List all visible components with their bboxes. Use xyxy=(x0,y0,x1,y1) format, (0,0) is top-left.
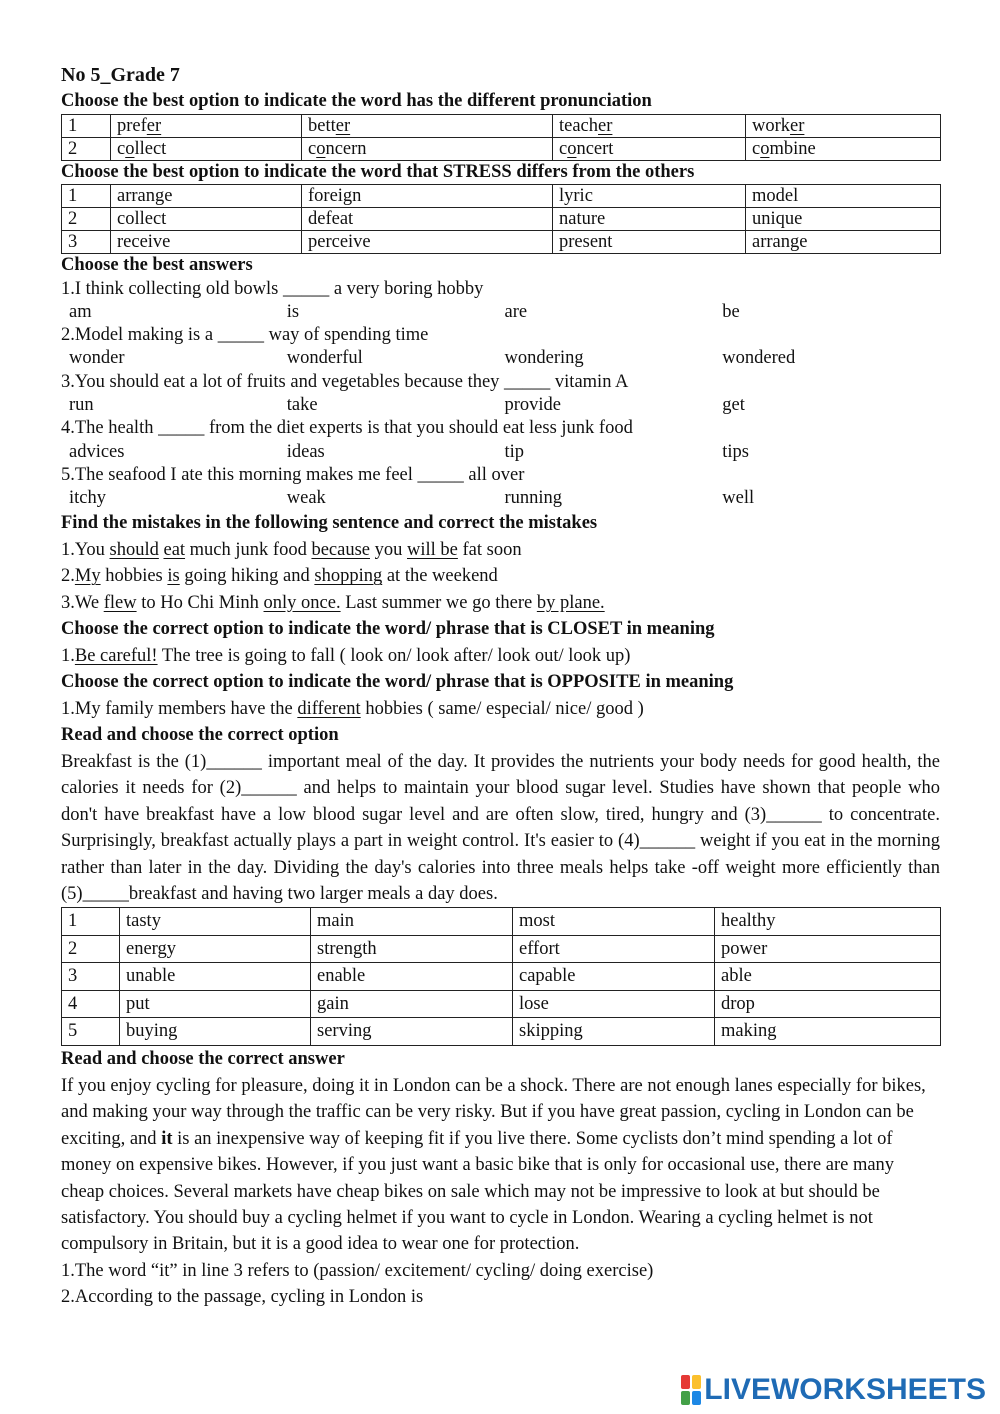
word-option: power xyxy=(715,935,941,963)
reading-question-2: 2.According to the passage, cycling in London is xyxy=(61,1287,424,1308)
cycling-passage: If you enjoy cycling for pleasure, doing it in London can be a shock. There are not enough lanes especially for bikes, and making your way through the traffic can be very risky. But if you have great passion, cycling in London can be exciting, and it is an inexpensive way of keeping fit if you live there. Some cyclists don’t mind spending a lot of money on expensive bikes. However, if you just want a basic bike that is only for occasional use, there are many cheap choices. Several markets have cheap bikes on sale which may not be impressive to look at but should be satisfactory. You should buy a cycling helmet if you want to cycle in London. Wearing a cycling helmet is not compulsory in Britain, but it is a good idea to wear one for protection. xyxy=(61,1075,926,1255)
logo-icon xyxy=(681,1375,701,1405)
word-option: arrange xyxy=(111,185,302,208)
answer-options xyxy=(61,487,940,510)
word-option: capable xyxy=(513,963,715,991)
word-option: arrange xyxy=(746,231,941,254)
word-option: lose xyxy=(513,990,715,1018)
word-option: serving xyxy=(311,1018,513,1046)
answer-option: wonder xyxy=(69,348,125,369)
word-option: collect xyxy=(111,208,302,231)
word-option: strength xyxy=(311,935,513,963)
answer-option: get xyxy=(722,394,745,415)
answer-option: ideas xyxy=(286,441,325,462)
table-row xyxy=(62,114,941,137)
answer-option: well xyxy=(722,488,755,509)
answer-option: running xyxy=(504,488,563,509)
table-row xyxy=(62,208,941,231)
question-text: 4.The health _____ from the diet experts is that you should eat less junk food xyxy=(61,418,633,439)
mistake-sentence-1: 1.You should eat much junk food because you will be fat soon xyxy=(61,539,522,560)
row-number: 4 xyxy=(62,990,120,1018)
answer-options xyxy=(61,347,940,370)
word-option: present xyxy=(553,231,746,254)
word-option: nature xyxy=(553,208,746,231)
word-option: collect xyxy=(111,137,302,160)
reading-option-heading: Read and choose the correct option xyxy=(61,725,339,746)
liveworksheets-logo xyxy=(681,1370,986,1410)
mistake-sentence-2: 2.My hobbies is going hiking and shopping at the weekend xyxy=(61,566,498,587)
word-option: model xyxy=(746,185,941,208)
answer-option: provide xyxy=(504,394,562,415)
word-option: energy xyxy=(120,935,311,963)
pronunciation-heading: Choose the best option to indicate the word has the different pronunciation xyxy=(61,91,652,111)
row-number: 2 xyxy=(62,935,120,963)
answer-options xyxy=(61,394,940,417)
mistake-sentence-3: 3.We flew to Ho Chi Minh only once. Last summer we go there by plane. xyxy=(61,592,605,613)
row-number: 2 xyxy=(62,137,111,160)
answer-option: are xyxy=(504,301,528,322)
answer-option: wonderful xyxy=(286,348,363,369)
word-option: able xyxy=(715,963,941,991)
answer-option: wondered xyxy=(722,348,796,369)
word-option: skipping xyxy=(513,1018,715,1046)
answer-option: wondering xyxy=(504,348,584,369)
word-option: put xyxy=(120,990,311,1018)
stress-heading: Choose the best option to indicate the word that STRESS differs from the others xyxy=(61,161,695,182)
answer-option: weak xyxy=(286,488,326,509)
word-option: unable xyxy=(120,963,311,991)
opposite-meaning-heading: Choose the correct option to indicate the word/ phrase that is OPPOSITE in meaning xyxy=(61,672,734,693)
word-option: foreign xyxy=(302,185,553,208)
answer-option: be xyxy=(722,301,740,322)
question-text: 3.You should eat a lot of fruits and vegetables because they _____ vitamin A xyxy=(61,371,629,392)
worksheet-title: No 5_Grade 7 xyxy=(61,64,180,86)
closest-meaning-question: 1.Be careful! The tree is going to fall ( look on/ look after/ look out/ look up) xyxy=(61,645,631,666)
answer-option: advices xyxy=(69,441,125,462)
best-answers-heading: Choose the best answers xyxy=(61,255,253,275)
table-row xyxy=(62,990,941,1018)
word-option: defeat xyxy=(302,208,553,231)
word-option: unique xyxy=(746,208,941,231)
row-number: 1 xyxy=(62,114,111,137)
word-option: perceive xyxy=(302,231,553,254)
answer-option: tip xyxy=(504,441,525,462)
closest-meaning-heading: Choose the correct option to indicate the word/ phrase that is CLOSET in meaning xyxy=(61,619,715,640)
word-option: effort xyxy=(513,935,715,963)
word-option: worker xyxy=(746,114,941,137)
word-option: tasty xyxy=(120,908,311,936)
word-option: better xyxy=(302,114,553,137)
answer-option: itchy xyxy=(69,488,106,509)
answer-options xyxy=(61,441,940,464)
word-option: concern xyxy=(302,137,553,160)
word-option: prefer xyxy=(111,114,302,137)
logo-square xyxy=(681,1375,690,1389)
question-list xyxy=(61,278,940,511)
question-text: 1.I think collecting old bowls _____ a very boring hobby xyxy=(61,278,484,299)
word-option: lyric xyxy=(553,185,746,208)
logo-square xyxy=(681,1391,690,1405)
logo-text: LIVEWORKSHEETS xyxy=(704,1373,986,1406)
row-number: 1 xyxy=(62,185,111,208)
table-row xyxy=(62,963,941,991)
word-option: teacher xyxy=(553,114,746,137)
word-option: enable xyxy=(311,963,513,991)
table-row xyxy=(62,935,941,963)
table-row xyxy=(62,1018,941,1046)
reading-options-table xyxy=(61,907,941,1046)
pronunciation-table xyxy=(61,114,941,161)
row-number: 5 xyxy=(62,1018,120,1046)
word-option: receive xyxy=(111,231,302,254)
word-option: healthy xyxy=(715,908,941,936)
answer-option: am xyxy=(69,301,92,322)
reading-question-1: 1.The word “it” in line 3 refers to (passion/ excitement/ cycling/ doing exercise) xyxy=(61,1260,654,1281)
answer-option: tips xyxy=(722,441,749,462)
row-number: 1 xyxy=(62,908,120,936)
answer-option: run xyxy=(69,394,94,415)
word-option: making xyxy=(715,1018,941,1046)
question-text: 5.The seafood I ate this morning makes me feel _____ all over xyxy=(61,464,525,485)
word-option: buying xyxy=(120,1018,311,1046)
word-option: most xyxy=(513,908,715,936)
question-text: 2.Model making is a _____ way of spending time xyxy=(61,325,429,346)
opposite-meaning-question: 1.My family members have the different hobbies ( same/ especial/ nice/ good ) xyxy=(61,698,644,719)
table-row xyxy=(62,908,941,936)
stress-table xyxy=(61,184,941,254)
word-option: concert xyxy=(553,137,746,160)
breakfast-passage: Breakfast is the (1)______ important meal of the day. It provides the nutrients your body needs for good health, the calories it needs for (2)______ and helps to maintain your blood sugar level. Studies have shown that people who don't have breakfast have a low blood sugar level and are often slow, tired, hungry and (3)______ to concentrate. Surprisingly, breakfast actually plays a part in weight control. It's easier to (4)______ weight if you eat in the morning rather than later in the day. Dividing the day's calories into three meals helps take -off weight more efficiently than (5)_____breakfast and having two larger meals a day does. xyxy=(61,751,940,904)
reading-answer-heading: Read and choose the correct answer xyxy=(61,1048,345,1069)
word-option: main xyxy=(311,908,513,936)
row-number: 3 xyxy=(62,231,111,254)
logo-square xyxy=(692,1375,701,1389)
word-option: gain xyxy=(311,990,513,1018)
row-number: 3 xyxy=(62,963,120,991)
row-number: 2 xyxy=(62,208,111,231)
worksheet xyxy=(61,60,940,1311)
table-row xyxy=(62,185,941,208)
mistakes-heading: Find the mistakes in the following sentence and correct the mistakes xyxy=(61,513,598,534)
answer-option: take xyxy=(286,394,318,415)
logo-square xyxy=(692,1391,701,1405)
answer-option: is xyxy=(286,301,300,322)
table-row xyxy=(62,231,941,254)
word-option: drop xyxy=(715,990,941,1018)
table-row xyxy=(62,137,941,160)
word-option: combine xyxy=(746,137,941,160)
answer-options xyxy=(61,301,940,324)
